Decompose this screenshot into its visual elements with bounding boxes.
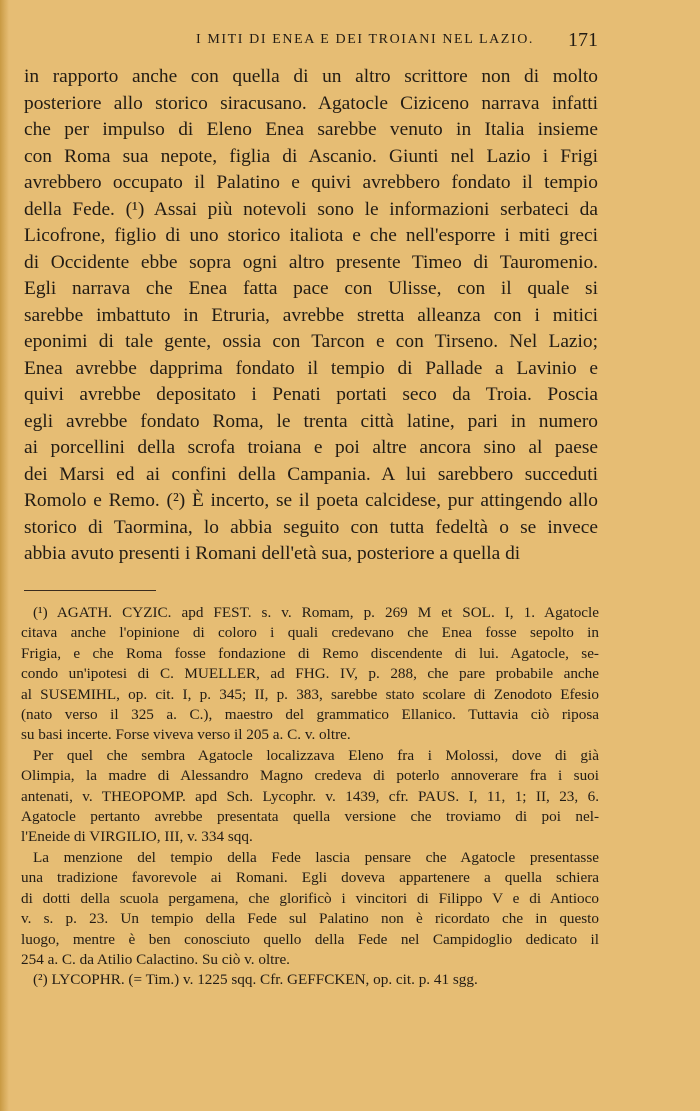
footnote-1-para3-line: 254 a. C. da Atilio Calactino. Su ciò v. oltre.	[21, 950, 290, 968]
page-number: 171	[568, 29, 598, 51]
footnote-1-para3-line: di dotti della scuola pergamena, che glorificò i vincitori di Filippo V e di Antioco	[21, 889, 599, 907]
page-edge	[0, 0, 9, 1111]
footnote-1-para2-line: l'Eneide di VIRGILIO, III, v. 334 sqq.	[21, 828, 253, 846]
footnote-1-line: (nato verso il 325 a. C.), maestro del grammatico Ellanico. Tuttavia ciò riposa	[21, 706, 599, 724]
footnote-1-line: (¹) AGATH. CYZIC. apd FEST. s. v. Romam, p. 269 M et SOL. I, 1. Agatocle	[33, 604, 599, 621]
text-line: quivi avrebbe depositato i Penati portati seco da Troia. Poscia	[24, 384, 598, 405]
footnote-1-para2-line: Agatocle pertanto avrebbe presentata quella versione che troviamo di poi nel-	[21, 808, 599, 826]
footnote-1-line: su basi incerte. Forse viveva verso il 205 a. C. v. oltre.	[21, 726, 351, 744]
text-line: in rapporto anche con quella di un altro scrittore non di molto	[24, 66, 598, 87]
text-line: ai porcellini della scrofa troiana e poi altre ancora sino al paese	[24, 437, 598, 458]
running-title: I MITI DI ENEA E DEI TROIANI NEL LAZIO.	[195, 32, 535, 47]
footnote-1-line: citava anche l'opinione di coloro i quali credevano che Enea fosse sepolto in	[21, 624, 599, 642]
text-line: che per impulso di Eleno Enea sarebbe venuto in Italia insieme	[24, 119, 598, 140]
text-line: Romolo e Remo. (²) È incerto, se il poeta calcidese, pur attingendo allo	[24, 490, 598, 511]
footnote-1-para2-line: Per quel che sembra Agatocle localizzava Eleno fra i Molossi, dove di già	[33, 746, 599, 764]
footnote-1-line: Frigia, e che Roma fosse fondazione di Remo discendente di lui. Agatocle, se-	[21, 644, 599, 662]
text-line: dei Marsi ed ai confini della Campania. A lui sarebbero succeduti	[24, 463, 598, 485]
footnotes	[21, 603, 599, 991]
footnote-1-para3-line: v. s. p. 23. Un tempio della Fede sul Palatino non è ricordato che in questo	[21, 910, 599, 928]
footnote-1-para3-line: luogo, mentre è ben conosciuto quello della Fede nel Campidoglio dedicato il	[21, 930, 599, 948]
text-line: egli avrebbe fondato Roma, le trenta città latine, pari in numero	[24, 410, 598, 432]
text-line: posteriore allo storico siracusano. Agatocle Ciziceno narrava infatti	[24, 92, 598, 114]
text-line: Enea avrebbe dapprima fondato il tempio di Pallade a Lavinio e	[24, 357, 598, 379]
text-line: sarebbe imbattuto in Etruria, avrebbe stretta alleanza con i mitici	[24, 304, 598, 326]
text-line: della Fede. (¹) Assai più notevoli sono le informazioni serbateci da	[24, 198, 598, 220]
main-text	[24, 64, 598, 568]
footnote-1-para3-line: La menzione del tempio della Fede lascia pensare che Agatocle presentasse	[33, 848, 599, 866]
footnote-1-para2-line: Olimpia, la madre di Alessandro Magno credeva di poterlo annoverare fra i suoi	[21, 767, 599, 785]
footnote-separator	[24, 590, 156, 591]
text-line: di Occidente ebbe sopra ogni altro presente Timeo di Tauromenio.	[24, 251, 598, 273]
text-line: avrebbero occupato il Palatino e quivi avrebbero fondato il tempio	[24, 172, 598, 193]
text-line: Licofrone, figlio di uno storico italiota e che nell'esporre i miti greci	[24, 225, 598, 246]
text-line: Egli narrava che Enea fatta pace con Ulisse, con il quale si	[24, 278, 598, 299]
footnote-1-line: al SUSEMIHL, op. cit. I, p. 345; II, p. 383, sarebbe stato scolare di Zenodoto Efesio	[21, 685, 599, 703]
footnote-1-line: condo un'ipotesi di C. MUELLER, ad FHG. IV, p. 288, che pare probabile anche	[21, 665, 599, 683]
footnote-2-line: (²) LYCOPHR. (= Tim.) v. 1225 sqq. Cfr. GEFFCKEN, op. cit. p. 41 sgg.	[33, 971, 478, 989]
text-line: eponimi di tale gente, ossia con Tarcon e con Tirseno. Nel Lazio;	[24, 331, 598, 352]
footnote-1-para2-line: antenati, v. THEOPOMP. apd Sch. Lycophr. v. 1439, cfr. PAUS. I, 11, 1; II, 23, 6.	[21, 787, 599, 805]
footnote-1-para3-line: una tradizione favorevole ai Romani. Egli doveva appartenere a quella schiera	[21, 869, 599, 887]
text-line: abbia avuto presenti i Romani dell'età sua, posteriore a quella di	[24, 543, 521, 564]
text-line: storico di Taormina, lo abbia seguito con tutta fedeltà o se invece	[24, 516, 598, 538]
text-line: con Roma sua nepote, figlia di Ascanio. Giunti nel Lazio i Frigi	[24, 145, 598, 167]
